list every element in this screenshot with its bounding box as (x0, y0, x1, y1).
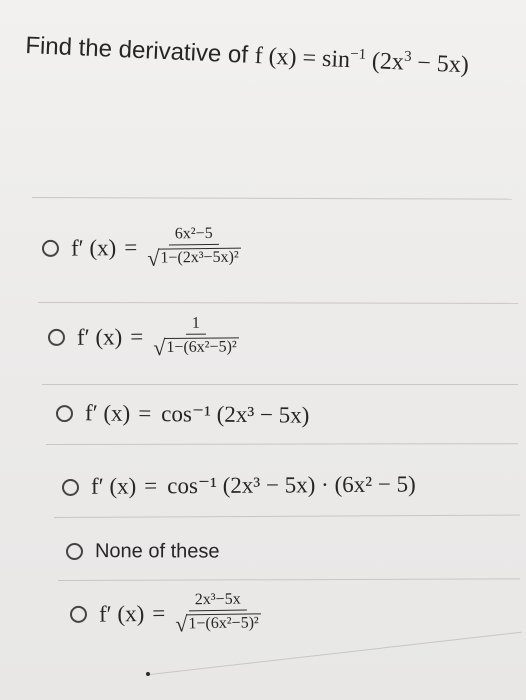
fraction-numerator: 1 (186, 316, 206, 335)
option-fraction (153, 314, 239, 361)
radio-button-option-5[interactable] (66, 543, 83, 560)
square-root-icon: √ (175, 611, 188, 637)
square-root-icon: √ (147, 245, 160, 271)
option-5[interactable] (66, 540, 220, 564)
radicand: 1−(6x²−5)² (164, 337, 238, 356)
divider (38, 302, 518, 304)
option-expression: cos⁻¹ (2x³ − 5x) (161, 401, 310, 428)
question-function: f $(x) = \sin^{-1} (2x^3 - 5x)$ (254, 43, 470, 79)
option-fraction (147, 226, 241, 269)
option-equals: = (124, 234, 138, 260)
option-text: None of these (94, 540, 220, 563)
square-root-icon: √ (153, 334, 166, 361)
option-label: f′ (x) (76, 324, 123, 350)
option-label: f′ (x) (90, 473, 137, 499)
fraction-denominator (147, 245, 241, 269)
option-1[interactable] (42, 226, 241, 270)
question-text (25, 32, 470, 79)
option-6[interactable] (70, 591, 261, 635)
divider (54, 515, 520, 518)
fraction-numerator: 2x³−5x (189, 592, 247, 612)
option-label: f′ (x) (70, 234, 117, 261)
option-equals: = (144, 473, 158, 499)
divider (42, 384, 518, 385)
option-equals: = (152, 600, 166, 626)
radio-button-option-6[interactable] (70, 606, 87, 623)
divider (32, 197, 512, 200)
dot-mark (146, 672, 150, 676)
divider (150, 632, 522, 675)
option-fraction (175, 590, 261, 637)
radio-button-option-1[interactable] (42, 240, 59, 257)
option-4[interactable] (62, 472, 416, 500)
fraction-numerator: 6x²−5 (169, 226, 219, 246)
option-equals: = (138, 400, 152, 426)
option-2[interactable] (48, 314, 239, 361)
radicand: 1−(2x³−5x)² (158, 248, 241, 267)
option-3[interactable] (56, 400, 310, 429)
option-label: f′ (x) (98, 600, 145, 627)
fraction-denominator (175, 610, 261, 637)
question-prefix: Find the derivative of (24, 32, 249, 69)
radio-button-option-4[interactable] (62, 478, 79, 495)
option-label: f′ (x) (84, 400, 131, 426)
radio-button-option-3[interactable] (56, 405, 73, 422)
radicand: 1−(6x²−5)² (186, 613, 261, 632)
option-expression: cos⁻¹ (2x³ − 5x) · (6x² − 5) (167, 471, 416, 499)
option-equals: = (130, 324, 144, 350)
divider (58, 578, 520, 581)
divider (46, 443, 518, 445)
fraction-denominator (153, 334, 239, 361)
radio-button-option-2[interactable] (48, 329, 65, 346)
